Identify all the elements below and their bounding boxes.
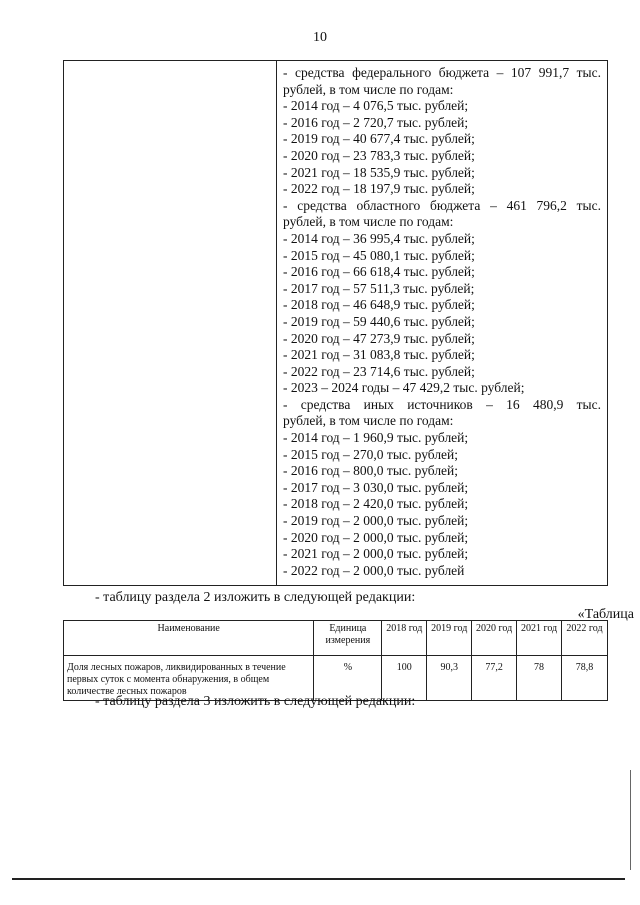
funding-line: - 2018 год – 46 648,9 тыс. рублей;: [283, 297, 475, 313]
funding-line: - 2014 год – 4 076,5 тыс. рублей;: [283, 98, 469, 114]
funding-line: - 2017 год – 57 511,3 тыс. рублей;: [283, 280, 475, 296]
funding-table-empty-cell: [64, 61, 277, 585]
header-2021: 2021 год: [517, 621, 562, 656]
funding-line: - 2016 год – 66 618,4 тыс. рублей;: [283, 264, 475, 280]
funding-line: - 2020 год – 47 273,9 тыс. рублей;: [283, 330, 475, 346]
funding-line: - 2019 год – 59 440,6 тыс. рублей;: [283, 313, 475, 329]
funding-line: - 2021 год – 31 083,8 тыс. рублей;: [283, 347, 475, 363]
funding-line: - 2021 год – 2 000,0 тыс. рублей;: [283, 546, 469, 562]
cell-2021: 78: [517, 656, 562, 701]
table-caption: «Таблица: [577, 607, 634, 622]
funding-line: - 2015 год – 270,0 тыс. рублей;: [283, 446, 459, 462]
funding-line: - средства федерального бюджета – 107 991,7 тыс.: [283, 65, 601, 80]
cell-2019: 90,3: [427, 656, 472, 701]
cell-2020: 77,2: [472, 656, 517, 701]
funding-line: - 2021 год – 18 535,9 тыс. рублей;: [283, 164, 475, 180]
funding-line: - средства иных источников – 16 480,9 тыс.: [283, 396, 601, 412]
funding-line: - 2020 год – 23 783,3 тыс. рублей;: [283, 147, 475, 163]
funding-line: - 2022 год – 18 197,9 тыс. рублей;: [283, 181, 475, 197]
instruction-section-3: - таблицу раздела 3 изложить в следующей редакции:: [95, 694, 416, 709]
funding-text: [283, 65, 601, 579]
funding-line: - 2018 год – 2 420,0 тыс. рублей;: [283, 496, 469, 512]
funding-line: - 2023 – 2024 годы – 47 429,2 тыс. рублей;: [283, 380, 525, 396]
cell-unit: %: [314, 656, 382, 701]
header-2018: 2018 год: [382, 621, 427, 656]
scan-margin-mark: [630, 770, 631, 870]
indicator-table: [63, 620, 608, 701]
footer-rule: [12, 878, 625, 880]
funding-line: рублей, в том числе по годам:: [283, 413, 454, 429]
funding-line: - 2022 год – 2 000,0 тыс. рублей: [283, 562, 465, 578]
header-unit: Единица измерения: [314, 621, 382, 656]
funding-line: рублей, в том числе по годам:: [283, 214, 454, 230]
table-header-row: [64, 621, 608, 656]
header-2020: 2020 год: [472, 621, 517, 656]
funding-table: [63, 60, 608, 586]
funding-line: - 2015 год – 45 080,1 тыс. рублей;: [283, 247, 475, 263]
funding-line: - 2022 год – 23 714,6 тыс. рублей;: [283, 363, 475, 379]
funding-line: - 2020 год – 2 000,0 тыс. рублей;: [283, 529, 469, 545]
header-2019: 2019 год: [427, 621, 472, 656]
page-number: 10: [313, 30, 327, 45]
funding-line: - 2019 год – 40 677,4 тыс. рублей;: [283, 131, 475, 147]
funding-line: - 2019 год – 2 000,0 тыс. рублей;: [283, 513, 469, 529]
header-name: Наименование: [64, 621, 314, 656]
cell-2022: 78,8: [562, 656, 608, 701]
cell-2018: 100: [382, 656, 427, 701]
funding-line: - 2017 год – 3 030,0 тыс. рублей;: [283, 479, 469, 495]
header-2022: 2022 год: [562, 621, 608, 656]
cell-name: Доля лесных пожаров, ликвидированных в течение первых суток с момента обнаружения, в общем количестве лесных пожаров: [64, 656, 314, 701]
funding-line: - 2016 год – 2 720,7 тыс. рублей;: [283, 114, 469, 130]
funding-line: - 2014 год – 36 995,4 тыс. рублей;: [283, 230, 475, 246]
funding-line: рублей, в том числе по годам:: [283, 81, 454, 97]
instruction-section-2: - таблицу раздела 2 изложить в следующей редакции:: [95, 590, 416, 605]
funding-line: - 2014 год – 1 960,9 тыс. рублей;: [283, 430, 469, 446]
funding-line: - средства областного бюджета – 461 796,2 тыс.: [283, 197, 601, 213]
funding-line: - 2016 год – 800,0 тыс. рублей;: [283, 463, 459, 479]
